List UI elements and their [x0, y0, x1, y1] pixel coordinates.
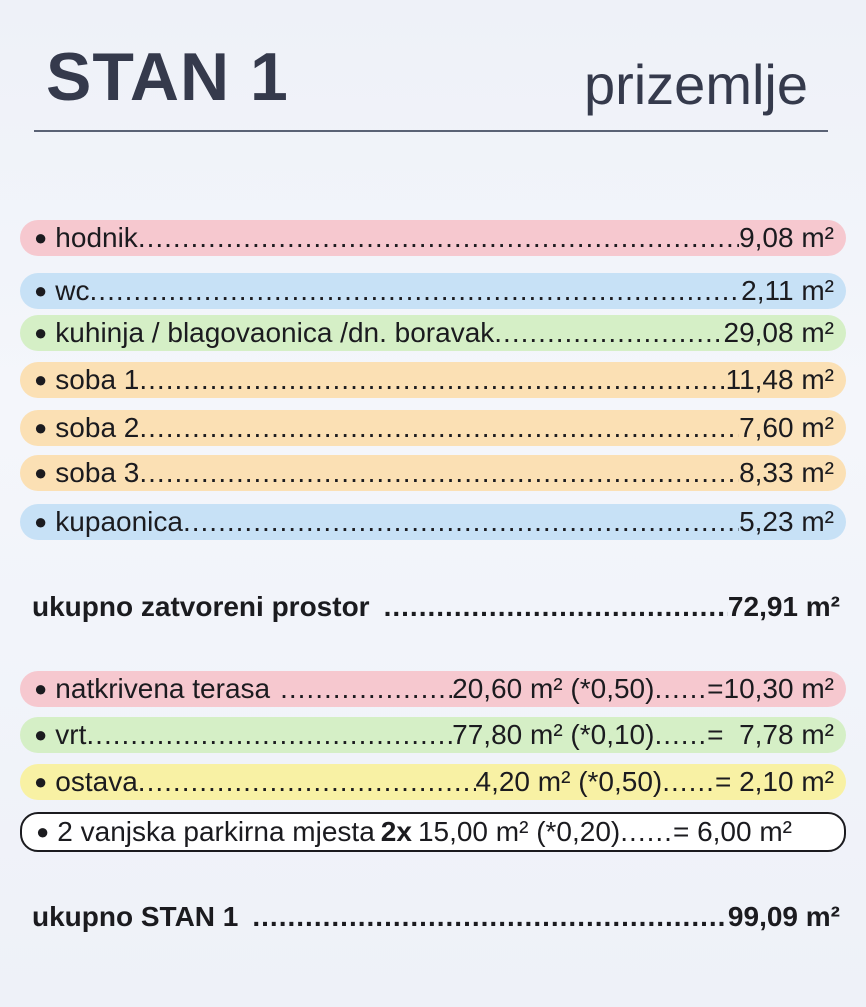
bullet-icon: ●	[34, 769, 48, 794]
room-label: soba 2	[55, 412, 140, 443]
extra-row-parking	[20, 812, 846, 852]
bullet-icon: ●	[34, 320, 48, 345]
bullet-icon: ●	[34, 676, 48, 701]
room-label: hodnik	[55, 222, 138, 253]
total-closed-space	[32, 587, 840, 627]
dot-leader	[384, 591, 728, 623]
dot-leader	[139, 457, 739, 489]
total-label: ukupno zatvoreni prostor	[32, 591, 370, 622]
dot-leader	[90, 275, 742, 307]
page-header	[34, 30, 828, 132]
dot-leader: ......	[620, 816, 673, 847]
dot-leader: ......	[654, 673, 708, 704]
room-row-hodnik	[20, 220, 846, 256]
total-label: ukupno STAN 1	[32, 901, 239, 932]
dot-leader	[494, 317, 723, 349]
total-value: 72,91 m²	[727, 591, 840, 622]
room-area: 2,11 m²	[741, 275, 834, 306]
extra-area: 77,80 m² (*0,10)	[452, 719, 655, 750]
room-area: 11,48 m²	[725, 364, 834, 395]
extra-row-vrt	[20, 717, 846, 753]
dot-leader	[139, 364, 725, 396]
bullet-icon: ●	[34, 415, 48, 440]
total-value: 99,09 m²	[727, 901, 840, 932]
extra-row-ostava	[20, 764, 846, 800]
extra-area: 20,60 m² (*0,50)	[452, 673, 655, 704]
room-row-kuhinja	[20, 315, 846, 351]
room-row-wc	[20, 273, 846, 309]
room-area: 8,33 m²	[739, 457, 834, 488]
dot-leader: ......	[662, 766, 715, 797]
extra-label: ostava	[55, 766, 138, 797]
room-row-kupaonica	[20, 504, 846, 540]
bullet-icon: ●	[36, 819, 50, 844]
extra-area: 15,00 m² (*0,20)	[417, 816, 621, 847]
parking-multiplier: 2x	[380, 816, 412, 847]
dot-leader	[280, 673, 452, 705]
extra-label: 2 vanjska parkirna mjesta	[57, 816, 375, 847]
room-area: 9,08 m²	[739, 222, 834, 253]
dot-leader: ......	[654, 719, 708, 750]
bullet-icon: ●	[34, 509, 48, 534]
extra-label: natkrivena terasa	[55, 673, 271, 704]
dot-leader	[86, 719, 452, 751]
dot-leader	[183, 506, 739, 538]
room-row-soba-2	[20, 410, 846, 446]
bullet-icon: ●	[34, 460, 48, 485]
extra-result: = 6,00 m²	[672, 816, 793, 847]
bullet-icon: ●	[34, 367, 48, 392]
room-area: 7,60 m²	[739, 412, 834, 443]
extra-result: = 7,78 m²	[707, 719, 834, 750]
page-title: STAN 1	[46, 39, 289, 115]
bullet-icon: ●	[34, 225, 48, 250]
room-label: kuhinja / blagovaonica /dn. boravak	[55, 317, 495, 348]
dot-leader	[139, 412, 739, 444]
floor-label: prizemlje	[583, 53, 808, 116]
room-row-soba-3	[20, 455, 846, 491]
extra-area: 4,20 m² (*0,50)	[475, 766, 663, 797]
total-unit	[32, 897, 840, 937]
room-label: kupaonica	[55, 506, 183, 537]
room-label: wc	[55, 275, 90, 306]
room-label: soba 1	[55, 364, 140, 395]
extra-result: = 2,10 m²	[714, 766, 834, 797]
room-row-soba-1	[20, 362, 846, 398]
room-area: 29,08 m²	[723, 317, 834, 348]
room-label: soba 3	[55, 457, 140, 488]
dot-leader	[138, 222, 739, 254]
extra-row-terasa	[20, 671, 846, 707]
extra-label: vrt	[55, 719, 87, 750]
room-area: 5,23 m²	[739, 506, 834, 537]
bullet-icon: ●	[34, 722, 48, 747]
dot-leader	[138, 766, 476, 798]
extra-result: =10,30 m²	[707, 673, 834, 704]
dot-leader	[252, 901, 728, 933]
bullet-icon: ●	[34, 278, 48, 303]
